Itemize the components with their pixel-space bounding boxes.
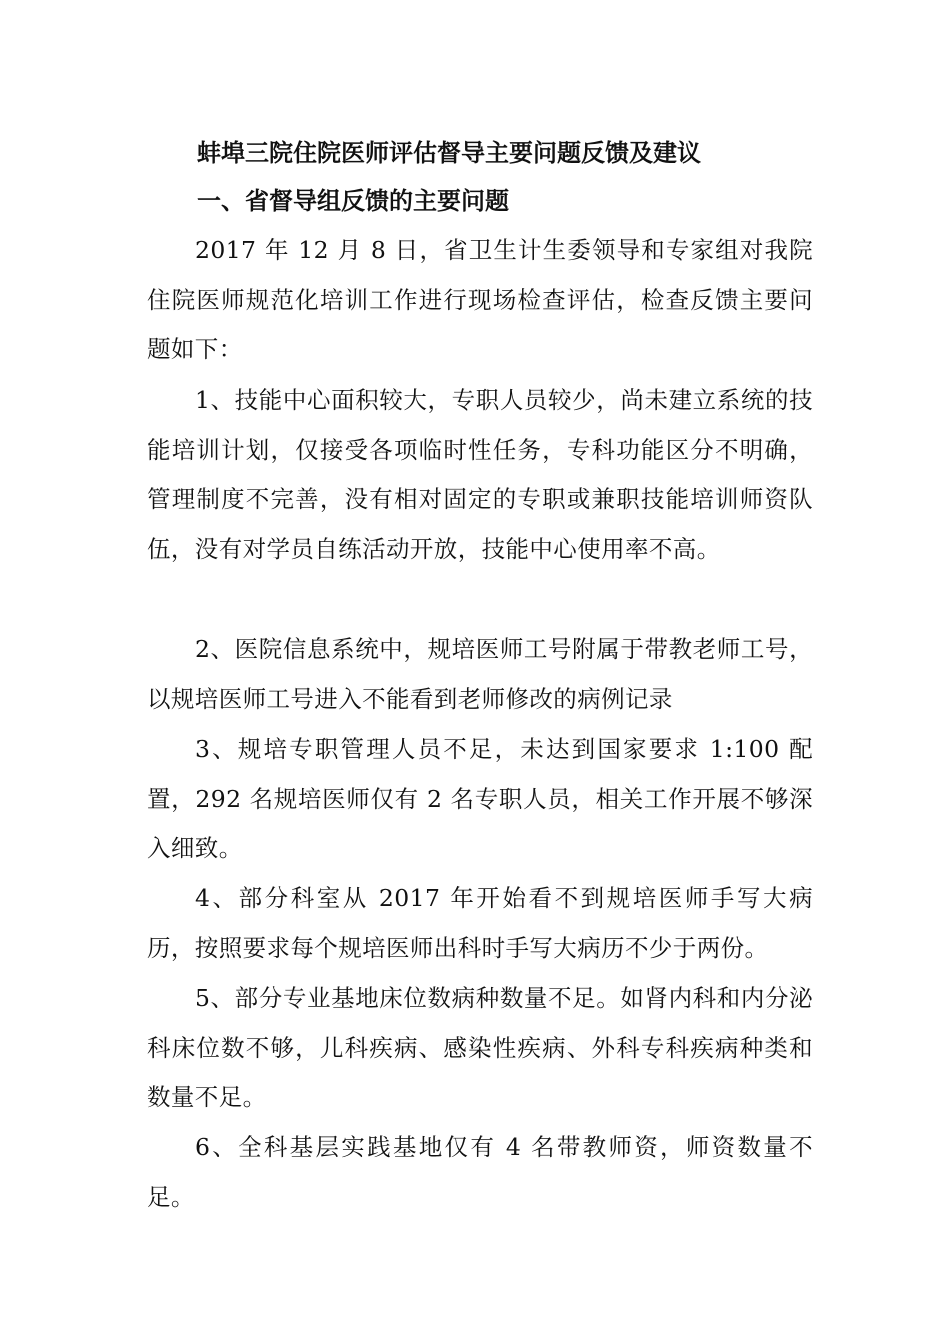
paragraph-item-1: 1、技能中心面积较大，专职人员较少，尚未建立系统的技能培训计划，仅接受各项临时性任务，专科功能区分不明确，管理制度不完善，没有相对固定的专职或兼职技能培训师资队伍，没有对学员自练活动开放，技能中心使用率不高。: [147, 386, 813, 563]
paragraph-item-6: 6、全科基层实践基地仅有 4 名带教师资，师资数量不足。: [147, 1133, 813, 1211]
document-title: 蚌埠三院住院医师评估督导主要问题反馈及建议: [197, 139, 701, 167]
paragraph-item-4: 4、部分科室从 2017 年开始看不到规培医师手写大病历，按照要求每个规培医师出科时手写大病历不少于两份。: [147, 884, 813, 962]
paragraph-item-2: 2、医院信息系统中，规培医师工号附属于带教老师工号，以规培医师工号进入不能看到老师修改的病例记录: [147, 635, 813, 713]
paragraph-item-5: 5、部分专业基地床位数病种数量不足。如肾内科和内分泌科床位数不够，儿科疾病、感染性疾病、外科专科疾病种类和数量不足。: [147, 984, 813, 1112]
paragraph-intro: 2017 年 12 月 8 日，省卫生计生委领导和专家组对我院住院医师规范化培训工作进行现场检查评估，检查反馈主要问题如下：: [147, 236, 813, 364]
section-heading: 一、省督导组反馈的主要问题: [197, 187, 509, 215]
paragraph-item-3: 3、规培专职管理人员不足，未达到国家要求 1:100 配置，292 名规培医师仅有 2 名专职人员，相关工作开展不够深入细致。: [147, 735, 813, 863]
